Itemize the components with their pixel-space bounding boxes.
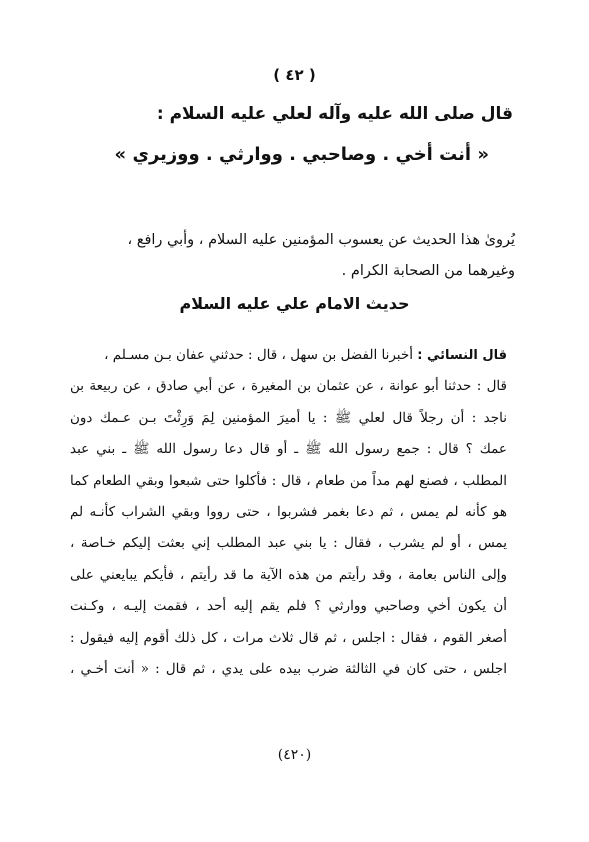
body-line: يمس ، أو لم يشرب ، فقال : يا بني عبد المطلب إني بعثت إليكم خـاصة ، xyxy=(70,535,507,552)
intro-paragraph xyxy=(74,225,515,287)
body-line: أن يكون أخي وصاحبي ووارثي ؟ فلم يقم إليه أحد ، فقمت إليـه ، وكـنت xyxy=(70,598,507,615)
body-line: المطلب ، فصنع لهم مداً من طعام ، قال : فأكلوا حتى شبعوا وبقي الطعام كما xyxy=(70,472,507,489)
hadith-quote-heading: « أنت أخي . وصاحبي . ووارثي . ووزيري » xyxy=(114,144,489,165)
body-line: اجلس ، حتى كان في الثالثة ضرب بيده على يدي ، ثم قال : « أنت أخـي ، xyxy=(70,661,507,678)
body-line: عمك ؟ قال : جمع رسول الله ﷺ ـ أو قال دعا رسول الله ﷺ ـ بني عبد xyxy=(70,441,507,458)
body-line xyxy=(70,340,507,371)
intro-line: يُروىٰ هذا الحديث عن يعسوب المؤمنين عليه السلام ، وأبي رافع ، xyxy=(127,232,515,248)
body-line: وإلى الناس بعامة ، وقد رأيتم من هذه الآية ما قد رأيتم ، فأيكم يبايعني على xyxy=(70,566,507,583)
page-number: (٤٢٠) xyxy=(277,747,312,763)
narrator-label: قال النسائي : xyxy=(417,348,507,363)
section-number: ( ٤٢ ) xyxy=(273,66,316,84)
body-line-rest: أخبرنا الفضل بن سهل ، قال : حدثني عفان بـن مسـلم ، xyxy=(104,347,413,363)
body-line: قال : حدثنا أبو عوانة ، عن عثمان بن المغيرة ، عن أبي صادق ، عن ربيعة بن xyxy=(70,378,507,395)
body-line: ناجد : أن رجلاً قال لعلي ﷺ : يا أميرَ المؤمنين لِمَ وَرِثْتَ بـن عـمك دون xyxy=(70,409,507,426)
hadith-heading: قال صلى الله عليه وآله لعلي عليه السلام : xyxy=(156,104,513,124)
body-line: هو كأنه لم يمس ، ثم دعا بغمر فشربوا ، حتى رووا وبقي الشراب كأنـه لم xyxy=(70,504,507,521)
body-line: أصغر القوم ، فقال : اجلس ، ثم قال ثلاث مرات ، كل ذلك أقوم إليه فيقول : xyxy=(70,629,507,646)
section-subheading: حديث الامام علي عليه السلام xyxy=(179,294,410,313)
intro-line: وغيرهما من الصحابة الكرام . xyxy=(341,263,515,279)
hadith-text xyxy=(70,340,507,685)
